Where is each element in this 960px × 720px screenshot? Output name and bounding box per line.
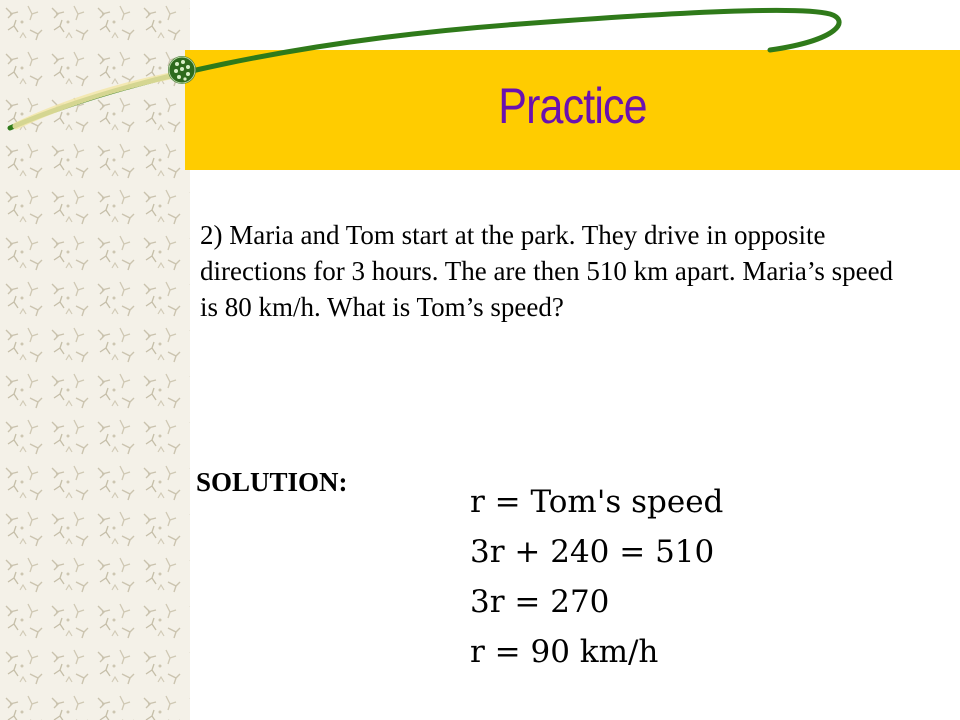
decorative-pattern-strip <box>0 0 190 720</box>
problem-statement: 2) Maria and Tom start at the park. They drive in opposite directions for 3 hours. The are then 510 km apart. Maria’s speed is 80 km/h. What is Tom’s speed? <box>200 220 894 322</box>
equation-line: 3r + 240 = 510 <box>470 534 715 570</box>
pattern-graphic <box>0 0 190 720</box>
solution-label: SOLUTION: <box>196 467 348 497</box>
equation-line: r = Tom's speed <box>470 484 724 520</box>
solution-equations <box>470 477 770 677</box>
equation-line: 3r = 270 <box>470 584 610 620</box>
slide-title: Practice <box>498 78 647 134</box>
bullet-ball-icon <box>167 55 197 85</box>
equation-line: r = 90 km/h <box>470 634 659 670</box>
